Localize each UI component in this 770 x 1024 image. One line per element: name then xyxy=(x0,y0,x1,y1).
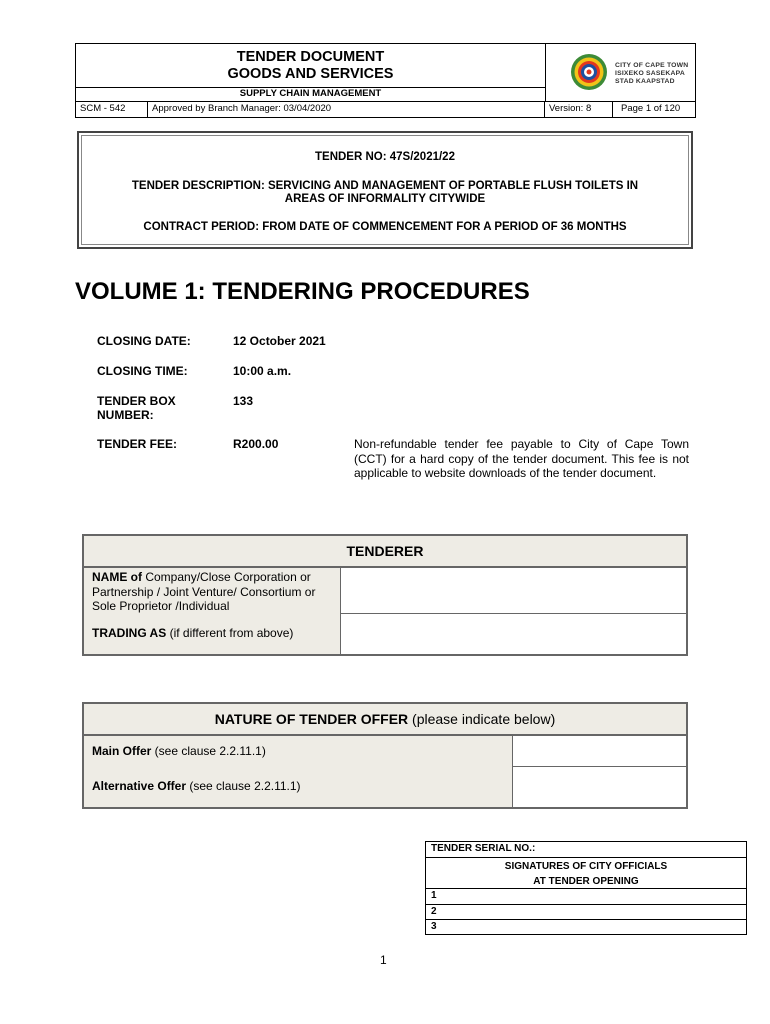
header-band: SUPPLY CHAIN MANAGEMENT xyxy=(76,87,546,102)
header-title-line2: GOODS AND SERVICES xyxy=(227,66,394,82)
signatures-heading-line2: AT TENDER OPENING xyxy=(533,876,639,887)
alternative-offer-label xyxy=(84,766,513,807)
signature-row-1: 1 xyxy=(426,889,746,905)
tender-description-line1: TENDER DESCRIPTION: SERVICING AND MANAGEMENT OF PORTABLE FLUSH TOILETS IN xyxy=(131,180,639,192)
tender-box-value: 133 xyxy=(233,394,254,408)
contract-period: CONTRACT PERIOD: FROM DATE OF COMMENCEMENT FOR A PERIOD OF 36 MONTHS xyxy=(143,221,627,233)
tender-fee-label: TENDER FEE: xyxy=(97,437,178,451)
tender-box-label-line2: NUMBER: xyxy=(97,408,154,422)
header-title-line1: TENDER DOCUMENT xyxy=(236,49,385,65)
offer-heading xyxy=(84,704,686,736)
main-offer-row xyxy=(84,736,686,767)
approval-text: Approved by Branch Manager: 03/04/2020 xyxy=(148,101,545,118)
document-header xyxy=(75,43,696,118)
tender-box-label-line1: TENDER BOX xyxy=(97,394,176,408)
serial-number-label: TENDER SERIAL NO.: xyxy=(426,842,746,858)
page-number: 1 xyxy=(380,953,387,967)
trading-label-rest: (if different from above) xyxy=(166,626,294,640)
tenderer-name-row xyxy=(84,568,686,614)
closing-time-label: CLOSING TIME: xyxy=(97,364,188,378)
alternative-offer-field[interactable] xyxy=(513,766,686,807)
tender-info-box xyxy=(77,131,693,249)
offer-table xyxy=(82,702,688,809)
closing-date-value: 12 October 2021 xyxy=(233,334,326,348)
alt-offer-bold: Alternative Offer xyxy=(92,779,187,793)
header-meta-row xyxy=(76,101,696,118)
tenderer-name-label xyxy=(84,568,341,613)
logo-text xyxy=(615,62,688,86)
tenderer-table xyxy=(82,534,688,656)
logo-text-af: STAD KAAPSTAD xyxy=(615,78,675,85)
city-logo xyxy=(545,44,696,102)
offer-heading-bold: NATURE OF TENDER OFFER xyxy=(214,711,409,727)
name-label-bold: NAME of xyxy=(92,570,142,584)
tenderer-heading: TENDERER xyxy=(84,536,686,568)
tenderer-trading-row xyxy=(84,613,686,654)
closing-date-label: CLOSING DATE: xyxy=(97,334,191,348)
alternative-offer-row xyxy=(84,766,686,807)
trading-label-bold: TRADING AS xyxy=(92,626,167,640)
signature-row-2: 2 xyxy=(426,905,746,920)
tenderer-trading-field[interactable] xyxy=(341,613,686,654)
signature-row-3: 3 xyxy=(431,921,437,932)
tender-description-line2: AREAS OF INFORMALITY CITYWIDE xyxy=(284,193,486,205)
tender-fee-note: Non-refundable tender fee payable to City of Cape Town (CCT) for a hard copy of the tender document. This fee is not applicable to website downloads of the tender document. xyxy=(354,437,689,480)
header-title-block xyxy=(76,44,546,88)
logo-text-en: CITY OF CAPE TOWN xyxy=(615,62,689,69)
signatures-heading xyxy=(426,858,746,889)
name-label-rest: Company/Close Corporation or Partnership / Joint Venture/ Consortium or Sole Proprietor /Individual xyxy=(92,570,316,613)
page-count: Page 1 of 120 xyxy=(621,103,681,114)
tender-number: TENDER NO: 47S/2021/22 xyxy=(315,151,455,163)
tenderer-trading-label xyxy=(84,613,341,654)
tender-serial-table xyxy=(425,841,747,935)
version-text: Version: 8 xyxy=(545,101,613,118)
main-offer-label xyxy=(84,736,513,766)
city-emblem-icon xyxy=(569,52,609,92)
offer-heading-rest: (please indicate below) xyxy=(408,711,556,727)
closing-time-value: 10:00 a.m. xyxy=(233,364,292,378)
alt-offer-rest: (see clause 2.2.11.1) xyxy=(186,779,301,793)
tender-box-label xyxy=(97,394,176,422)
volume-title: VOLUME 1: TENDERING PROCEDURES xyxy=(75,278,530,305)
main-offer-bold: Main Offer xyxy=(92,744,152,758)
signatures-heading-line1: SIGNATURES OF CITY OFFICIALS xyxy=(504,861,668,872)
main-offer-field[interactable] xyxy=(513,736,686,766)
tenderer-name-field[interactable] xyxy=(341,568,686,613)
main-offer-rest: (see clause 2.2.11.1) xyxy=(151,744,266,758)
doc-code: SCM - 542 xyxy=(76,101,148,118)
tender-fee-value: R200.00 xyxy=(233,437,279,451)
logo-text-xh: ISIXEKO SASEKAPA xyxy=(615,70,685,77)
